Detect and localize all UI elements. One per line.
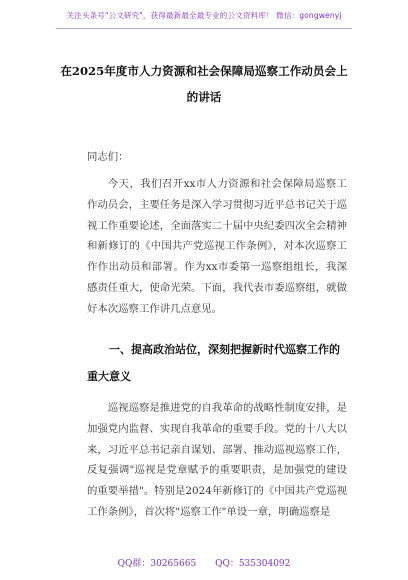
section-heading-1: 一、提高政治站位，深刻把握新时代巡察工作的重大意义: [87, 343, 340, 383]
header-banner: 关注头条号"公文研究"，获得最新最全最专业的公文资料库！ 微信：gongwenyj: [66, 11, 342, 20]
footer-qq-number: QQ：535304092: [215, 559, 291, 569]
footer-qq-group: QQ群：30265665: [117, 559, 197, 569]
footer-contact: [0, 556, 408, 569]
section-paragraph: 巡视巡察是推进党的自我革命的战略性制度安排，是加强党内监督、实现自我革命的重要手段。党的十八大以来，习近平总书记亲自谋划、部署、推动巡视巡察工作，反复强调"巡视是党章赋予的重要职责，是加强党的建设的重要举措"。特别是2024年新修订的《中国共产党巡视工作条例》，首次将"巡察工作"单设一章，明确巡察是: [87, 402, 347, 518]
salutation: 同志们：: [87, 151, 129, 163]
intro-paragraph: 今天，我们召开xx市人力资源和社会保障局巡察工作动员会，主要任务是深入学习贯彻习近平总书记关于巡视工作重要论述，全面落实二十届中央纪委四次全会精神和新修订的《中国共产党巡视工作条例》，对本次巡察工作作出动员和部署。作为xx市委第一巡察组组长，我深感责任重大，使命光荣。下面，我代表市委巡察组，就做好本次巡察工作讲几点意见。: [87, 178, 347, 315]
header-divider: [56, 28, 352, 29]
document-title: 在2025年度市人力资源和社会保障局巡察工作动员会上的讲话: [60, 64, 348, 104]
